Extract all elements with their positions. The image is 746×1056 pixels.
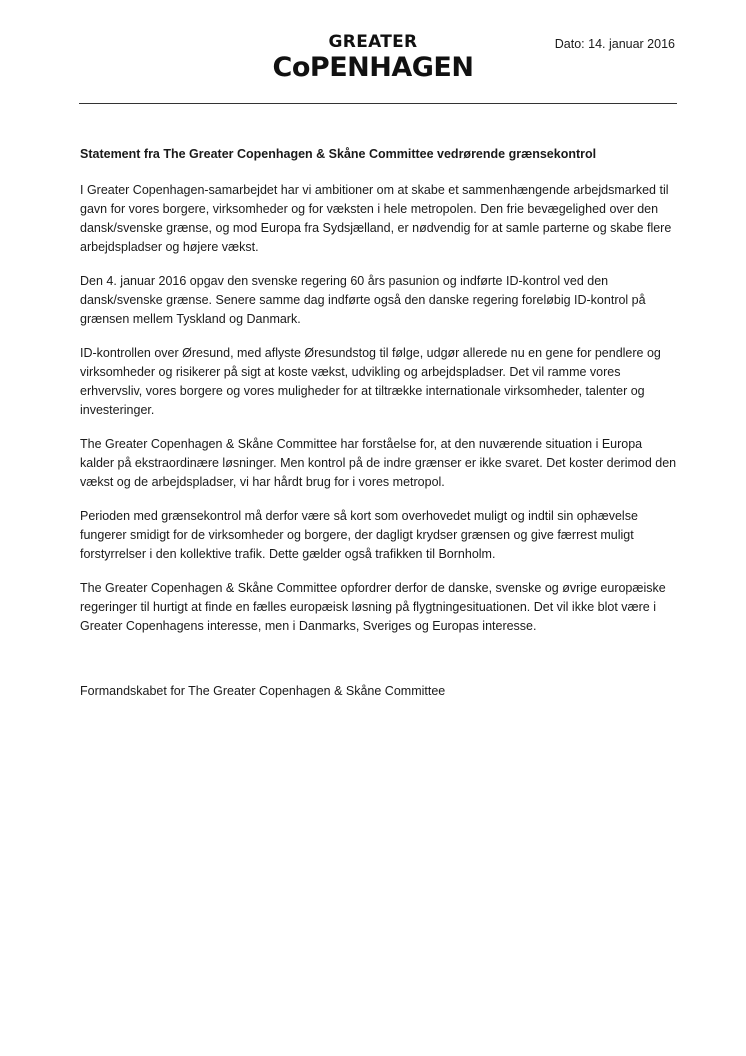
document-date: Dato: 14. januar 2016 xyxy=(554,37,675,51)
paragraph-3: ID-kontrollen over Øresund, med aflyste Øresundstog til følge, udgør allerede nu en gene for pendlere og virksomheder og risikerer på sigt at koste vækst, udvikling og arbejdspladser. Det vil ramme vores erhvervsliv, vores borgere og vores muligheder for at tiltrække internationale virksomheder, talenter og investeringer. xyxy=(80,346,661,417)
greater-copenhagen-logo xyxy=(250,32,496,84)
paragraph-6: The Greater Copenhagen & Skåne Committee opfordrer derfor de danske, svenske og øvrige europæiske regeringer til hurtigt at finde en fælles europæisk løsning på flygtningesituationen. Det vil ikke blot være i Greater Copenhagens interesse, men i Danmarks, Sveriges og Europas interesse. xyxy=(80,581,666,633)
paragraph-5: Perioden med grænsekontrol må derfor være så kort som overhovedet muligt og indtil sin ophævelse fungerer smidigt for de virksomheder og borgere, der dagligt krydser grænsen og give færrest muligt forstyrrelser i den kollektive trafik. Dette gælder også trafikken til Bornholm. xyxy=(80,509,638,561)
logo-line-copenhagen: CoPENHAGEN xyxy=(272,52,474,83)
paragraph-2: Den 4. januar 2016 opgav den svenske regering 60 års pasunion og indførte ID-kontrol ved den dansk/svenske grænse. Senere samme dag indførte også den danske regering foreløbig ID-kontrol på grænsen mellem Tyskland og Danmark. xyxy=(80,274,646,326)
logo-line-greater: GREATER xyxy=(328,32,418,52)
document-body xyxy=(80,145,678,716)
paragraph-1: I Greater Copenhagen-samarbejdet har vi ambitioner om at skabe et sammenhængende arbejdsmarked til gavn for vores borgere, virksomheder og for væksten i hele metropolen. Den frie bevægelighed over den dansk/svenske grænse, og mod Europa fra Sydsjælland, er nødvendig for at samle parterne og skabe flere arbejdspladser og højere vækst. xyxy=(80,183,672,254)
signature: Formandskabet for The Greater Copenhagen & Skåne Committee xyxy=(80,684,446,698)
header-divider xyxy=(79,103,677,104)
document-heading: Statement fra The Greater Copenhagen & Skåne Committee vedrørende grænsekontrol xyxy=(80,147,597,161)
paragraph-4: The Greater Copenhagen & Skåne Committee har forståelse for, at den nuværende situation i Europa kalder på ekstraordinære løsninger. Men kontrol på de indre grænser er ikke svaret. Det koster derimod den vækst og de arbejdspladser, vi har hårdt brug for i vores metropol. xyxy=(80,437,677,489)
